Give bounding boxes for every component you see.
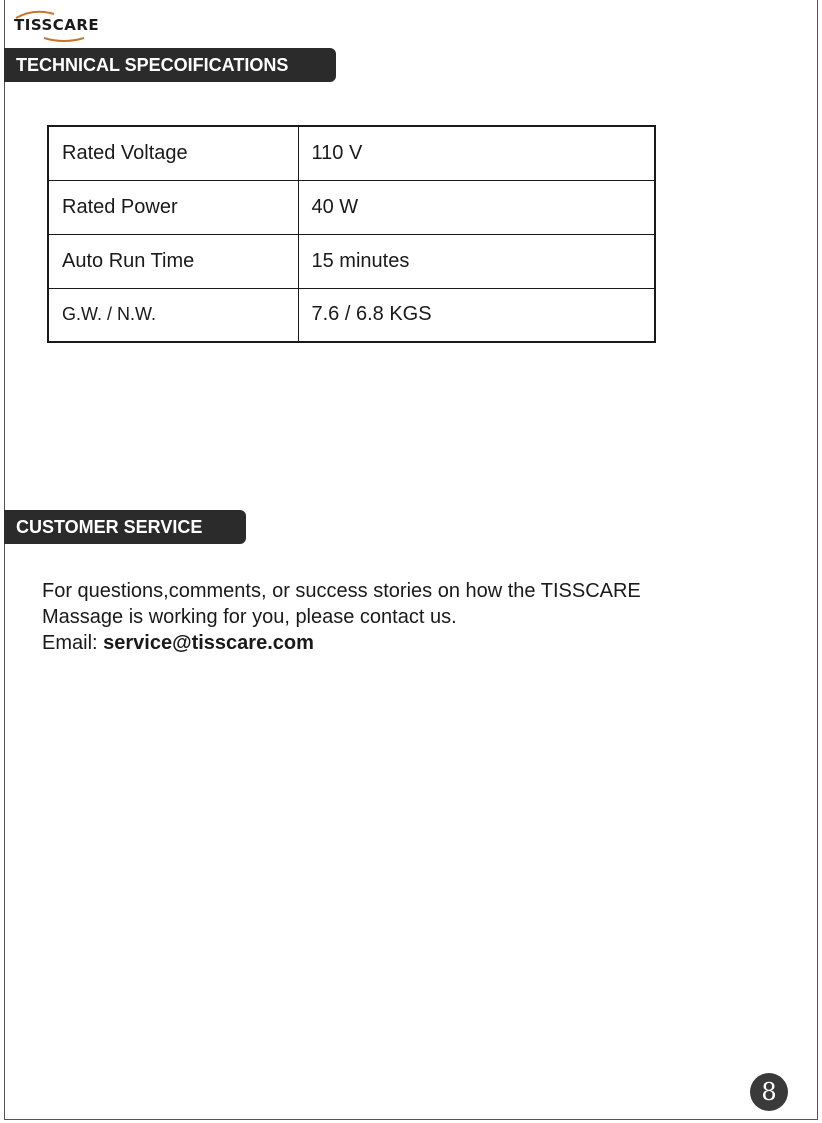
table-row (48, 180, 655, 234)
page-number: 8 (761, 1078, 777, 1106)
specifications-table (47, 125, 656, 343)
email-label: Email: (42, 632, 104, 654)
customer-service-heading (4, 510, 246, 544)
spec-value: 40 W (298, 180, 655, 234)
cs-line-1: For questions,comments, or success stories on how the TISSCARE (42, 580, 641, 602)
customer-service-text (42, 578, 782, 656)
spec-value: 15 minutes (298, 234, 655, 288)
table-row (48, 126, 655, 180)
table-row (48, 234, 655, 288)
email-link[interactable]: service@tisscare.com (103, 632, 314, 654)
brand-logo (14, 8, 104, 42)
spec-label: Rated Voltage (48, 126, 298, 180)
spec-value: 110 V (298, 126, 655, 180)
spec-value: 7.6 / 6.8 KGS (298, 288, 655, 342)
spec-label: G.W. / N.W. (48, 288, 298, 342)
table-row (48, 288, 655, 342)
spec-label: Auto Run Time (48, 234, 298, 288)
page-number-badge (750, 1073, 788, 1111)
technical-heading-text: TECHNICAL SPECOIFICATIONS (16, 54, 289, 75)
customer-service-heading-text: CUSTOMER SERVICE (16, 516, 203, 537)
cs-line-2: Massage is working for you, please contact us. (42, 606, 457, 628)
logo-text: TISSCARE (14, 16, 100, 34)
email-line (42, 630, 782, 656)
technical-specifications-heading (4, 48, 336, 82)
spec-label: Rated Power (48, 180, 298, 234)
